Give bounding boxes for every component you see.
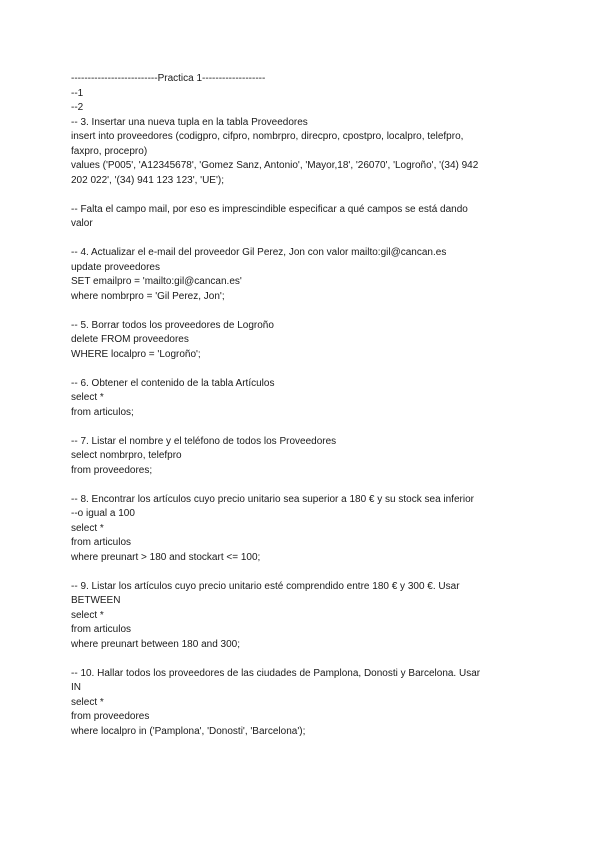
sql-line: select *	[71, 696, 104, 708]
comment-line: -- 9. Listar los artículos cuyo precio unitario esté comprendido entre 180 € y 300 €. Usar	[71, 580, 460, 592]
sql-line: select nombrpro, telefpro	[71, 450, 182, 461]
comment-line: -- 3. Insertar una nueva tupla en la tabla Proveedores	[71, 116, 308, 128]
sql-line: insert into proveedores (codigpro, cifpro, nombrpro, direcpro, cpostpro, localpro, telefpro,	[71, 131, 464, 142]
blank-line	[71, 362, 541, 377]
comment-line: -- Falta el campo mail, por eso es imprescindible especificar a qué campos se está dando	[71, 203, 468, 215]
comment-line: --1	[71, 87, 84, 99]
sql-line: select *	[71, 392, 104, 403]
comment-line: --2	[71, 102, 84, 113]
sql-line: WHERE localpro = 'Logroño';	[71, 348, 201, 360]
sql-line: where preunart > 180 and stockart <= 100;	[71, 551, 261, 563]
blank-line	[71, 478, 541, 493]
comment-line: -- 5. Borrar todos los proveedores de Logroño	[71, 319, 274, 331]
blank-line	[71, 420, 541, 435]
sql-line: 202 022', '(34) 941 123 123', 'UE');	[71, 174, 224, 186]
sql-line: delete FROM proveedores	[71, 334, 189, 345]
blank-line	[71, 565, 541, 580]
comment-line: -- 10. Hallar todos los proveedores de las ciudades de Pamplona, Donosti y Barcelona. Usar	[71, 667, 481, 679]
sql-line: faxpro, procepro)	[71, 145, 148, 157]
blank-line	[71, 304, 541, 319]
comment-line: -- 4. Actualizar el e-mail del proveedor Gil Perez, Jon con valor mailto:gil@cancan.es	[71, 247, 447, 258]
sql-line: where localpro in ('Pamplona', 'Donosti', 'Barcelona');	[71, 725, 306, 737]
sql-line: valor	[71, 218, 93, 229]
sql-line: update proveedores	[71, 261, 160, 273]
blank-line	[71, 652, 541, 667]
sql-line: where preunart between 180 and 300;	[71, 638, 241, 650]
sql-line: values ('P005', 'A12345678', 'Gomez Sanz, Antonio', 'Mayor,18', '26070', 'Logroño', '(34) 942	[71, 160, 479, 171]
sql-line: where nombrpro = 'Gil Perez, Jon';	[71, 290, 225, 302]
sql-line: select *	[71, 609, 104, 621]
blank-line	[71, 232, 541, 247]
sql-line: from articulos	[71, 537, 132, 548]
sql-line: IN	[71, 682, 81, 693]
sql-line: from articulos;	[71, 406, 134, 418]
comment-line: --------------------------Practica 1-------------------	[71, 73, 266, 84]
sql-line: from articulos	[71, 624, 132, 635]
document-text	[71, 72, 541, 739]
comment-line: -- 6. Obtener el contenido de la tabla Artículos	[71, 377, 275, 389]
comment-line: --o igual a 100	[71, 508, 135, 519]
sql-line: SET emailpro = 'mailto:gil@cancan.es'	[71, 276, 242, 287]
sql-line: select *	[71, 522, 104, 534]
blank-line	[71, 188, 541, 203]
sql-line: from proveedores	[71, 711, 150, 722]
comment-line: -- 7. Listar el nombre y el teléfono de todos los Proveedores	[71, 435, 337, 447]
sql-line: BETWEEN	[71, 595, 121, 606]
sql-line: from proveedores;	[71, 464, 153, 476]
comment-line: -- 8. Encontrar los artículos cuyo precio unitario sea superior a 180 € y su stock sea inferior	[71, 493, 474, 505]
